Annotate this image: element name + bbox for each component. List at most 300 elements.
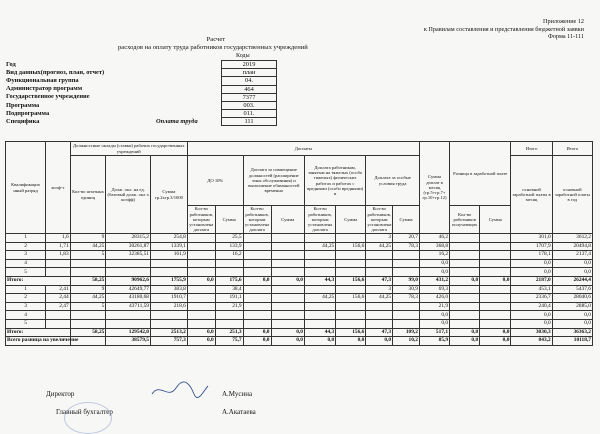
table-cell: 0,0 — [480, 328, 511, 337]
table-cell: 47,3 — [366, 328, 393, 337]
meta-value: 003. — [221, 101, 277, 109]
table-cell — [366, 259, 393, 268]
table-cell — [271, 294, 304, 303]
director-name: А.Мусина — [222, 390, 253, 398]
table-cell: 301,0 — [511, 234, 552, 243]
table-cell — [243, 311, 271, 320]
table-cell — [480, 294, 511, 303]
table-cell: 5437,6 — [552, 285, 592, 294]
table-cell — [271, 242, 304, 251]
table-cell — [243, 259, 271, 268]
meta-value: 2019 — [221, 60, 277, 68]
table-cell — [480, 319, 511, 328]
table-row — [6, 268, 593, 277]
header-coef: коэф-т — [46, 142, 71, 234]
table-cell: 44,25 — [70, 294, 106, 303]
table-cell: Итого: — [6, 276, 71, 285]
table-cell — [304, 259, 335, 268]
table-cell: 156,6 — [336, 328, 366, 337]
table-cell — [304, 285, 335, 294]
meta-row — [6, 101, 306, 109]
table-cell — [450, 311, 480, 320]
table-row — [6, 311, 593, 320]
table-cell: 426,0 — [419, 294, 449, 303]
table-cell: 1,71 — [46, 242, 71, 251]
table-cell: 1,83 — [46, 251, 71, 260]
meta-row — [6, 93, 306, 101]
table-cell — [46, 268, 71, 277]
header-sum: Сумма гр.2хгр.3/1000 — [151, 156, 188, 234]
table-cell: 5 — [70, 251, 106, 260]
table-cell — [187, 242, 215, 251]
table-cell — [393, 302, 420, 311]
table-cell — [271, 311, 304, 320]
table-cell: 2513,2 — [151, 328, 188, 337]
meta-value: план — [221, 68, 277, 76]
header-heavy-people: Кол-во работников, которым установлена доплата — [304, 206, 335, 234]
table-cell: 26244,4 — [552, 276, 592, 285]
meta-label: Программа — [6, 101, 40, 109]
table-cell: 191,1 — [215, 294, 243, 303]
table-cell: 0,0 — [552, 311, 592, 320]
table-cell: 43711,59 — [106, 302, 151, 311]
table-cell: 58,25 — [70, 328, 106, 337]
table-cell: 0,0 — [304, 337, 335, 346]
table-cell: 2336,7 — [511, 294, 552, 303]
table-cell: 0,0 — [366, 337, 393, 346]
table-cell — [271, 319, 304, 328]
table-cell — [243, 242, 271, 251]
table-cell — [243, 319, 271, 328]
table-cell: 3612,2 — [552, 234, 592, 243]
table-cell: 218,6 — [151, 302, 188, 311]
header-total-2: Итого — [552, 142, 592, 156]
title-line-2: расходов на оплату труда работников государственных учреждений — [118, 44, 308, 51]
table-cell: 129542,0 — [106, 328, 151, 337]
table-cell: 0,0 — [552, 268, 592, 277]
table-cell: 0,0 — [552, 319, 592, 328]
table-cell: 99,0 — [393, 276, 420, 285]
table-cell: 21,9 — [419, 302, 449, 311]
table-cell: 0,0 — [336, 337, 366, 346]
table-cell: 0,0 — [419, 311, 449, 320]
table-cell: 3 — [6, 302, 46, 311]
header-combo-amount: Сумма — [271, 206, 304, 234]
header-total: Итого — [511, 142, 552, 156]
table-cell — [450, 234, 480, 243]
table-cell: 78,3 — [393, 242, 420, 251]
table-cell — [450, 319, 480, 328]
table-cell: 1 — [6, 285, 46, 294]
table-cell — [480, 259, 511, 268]
table-row — [6, 302, 593, 311]
table-row — [6, 285, 593, 294]
table-cell: 0,0 — [450, 328, 480, 337]
table-cell — [271, 259, 304, 268]
table-cell: 4 — [6, 311, 46, 320]
table-cell: 383,8 — [151, 285, 188, 294]
table-cell: 44,25 — [366, 294, 393, 303]
table-cell: 0,0 — [511, 259, 552, 268]
table-cell — [271, 251, 304, 260]
table-cell: 0,0 — [511, 311, 552, 320]
header-diff-people: Кол-во работников получающих — [450, 206, 480, 234]
table-cell: 30261,87 — [106, 242, 151, 251]
meta-row — [6, 60, 306, 68]
table-cell: 2885,0 — [552, 302, 592, 311]
table-cell — [243, 302, 271, 311]
table-cell: 1339,1 — [151, 242, 188, 251]
table-cell — [336, 285, 366, 294]
table-cell — [187, 259, 215, 268]
table-cell: 5 — [70, 302, 106, 311]
table-cell: 0,0 — [511, 319, 552, 328]
table-cell: 453,1 — [511, 285, 552, 294]
table-cell — [46, 319, 71, 328]
meta-label: Администратор программ — [6, 85, 83, 93]
table-cell — [336, 319, 366, 328]
table-cell: 20494,8 — [552, 242, 592, 251]
table-cell — [70, 311, 106, 320]
table-cell: 0,0 — [480, 276, 511, 285]
table-cell — [366, 319, 393, 328]
table-cell: 161,9 — [151, 251, 188, 260]
table-cell — [393, 251, 420, 260]
meta-value: 464 — [221, 85, 277, 93]
table-cell — [393, 259, 420, 268]
table-row — [6, 251, 593, 260]
table-row — [6, 242, 593, 251]
table-cell: 3 — [366, 285, 393, 294]
codes-label: Коды — [236, 53, 250, 59]
header-count: Кол-во штатных единиц — [70, 156, 106, 234]
table-cell: 0,0 — [187, 337, 215, 346]
header-base-pay: основной заработной платы в месяц — [511, 156, 552, 234]
table-cell: 20,7 — [393, 234, 420, 243]
header-salaries: Должностные оклады (ставки) рабочих государственных учреждений — [70, 142, 187, 156]
table-cell — [151, 268, 188, 277]
table-cell: 1,6 — [46, 234, 71, 243]
table-cell — [304, 311, 335, 320]
table-cell: 757,3 — [151, 337, 188, 346]
table-cell: 78,3 — [393, 294, 420, 303]
table-cell — [243, 268, 271, 277]
meta-block — [6, 60, 306, 126]
table-cell: 0,0 — [271, 328, 304, 337]
table-cell — [480, 285, 511, 294]
table-cell — [243, 285, 271, 294]
table-cell: 44,25 — [304, 294, 335, 303]
header-base-year: основной заработной платы в год — [552, 156, 592, 234]
table-cell: 3030,3 — [511, 328, 552, 337]
appendix-number: Приложение 12 — [543, 18, 584, 25]
table-cell: 0,0 — [243, 328, 271, 337]
meta-row — [6, 85, 306, 93]
table-row — [6, 259, 593, 268]
table-cell: 1707,9 — [511, 242, 552, 251]
table-cell — [450, 268, 480, 277]
header-combo-people: Кол-во работников, которым установлена доплата — [245, 206, 270, 233]
table-cell — [450, 242, 480, 251]
table-cell — [46, 311, 71, 320]
table-cell: 5 — [6, 268, 46, 277]
table-cell: 0,0 — [187, 276, 215, 285]
total-row — [6, 328, 593, 337]
table-cell — [151, 319, 188, 328]
table-cell — [450, 259, 480, 268]
table-cell — [271, 302, 304, 311]
table-cell — [336, 234, 366, 243]
table-cell — [336, 268, 366, 277]
document-title — [118, 36, 308, 52]
header-total-month: Сумма доплат в месяц (гр.5+гр.7+ гр.10+гр.12) — [419, 142, 449, 234]
table-cell: 0,0 — [450, 276, 480, 285]
header-diff-amount: Сумма — [480, 206, 511, 234]
table-cell: 32385,51 — [106, 251, 151, 260]
table-cell: 2 — [6, 294, 46, 303]
header-allowances: Доплаты — [187, 142, 419, 156]
header-do10: ДО 10% — [187, 156, 243, 206]
table-cell: 175,6 — [215, 276, 243, 285]
table-cell — [393, 311, 420, 320]
table-cell — [215, 311, 243, 320]
table-cell: 0,0 — [187, 328, 215, 337]
table-cell — [450, 302, 480, 311]
stamp-seal — [64, 402, 112, 434]
table-cell: 30,9 — [393, 285, 420, 294]
meta-row — [6, 117, 306, 125]
table-cell — [106, 268, 151, 277]
table-cell: 38579,5 — [106, 337, 151, 346]
table-cell: 90962,6 — [106, 276, 151, 285]
header-combo: Доплата за совмещение должностей (расширение зоны обслуживания) и выполнение обязанностей временно — [243, 156, 304, 206]
table-cell: 10,2 — [393, 337, 420, 346]
table-cell: 431,2 — [419, 276, 449, 285]
table-cell: 2,47 — [46, 302, 71, 311]
header-diff-wage: Разница в заработной плате — [450, 142, 511, 206]
table-cell: 85,9 — [419, 337, 449, 346]
table-cell — [187, 268, 215, 277]
table-cell: 38,4 — [215, 285, 243, 294]
table-cell: Итого: — [6, 328, 71, 337]
table-cell: 10118,7 — [552, 337, 592, 346]
table-cell: 2,41 — [46, 285, 71, 294]
table-cell: 0,0 — [552, 259, 592, 268]
table-cell — [106, 311, 151, 320]
table-cell — [106, 319, 151, 328]
header-special-people: Кол-во работников, которым установлена доплата — [367, 206, 392, 233]
table-cell — [243, 251, 271, 260]
table-cell — [151, 311, 188, 320]
table-cell: 178,1 — [511, 251, 552, 260]
table-cell: 43180,68 — [106, 294, 151, 303]
table-cell — [271, 268, 304, 277]
table-cell — [46, 259, 71, 268]
table-cell — [215, 268, 243, 277]
header-category: Квалификацио нный разряд — [6, 142, 46, 234]
accountant-label: Главный бухгалтер — [56, 408, 113, 416]
table-cell: 4 — [6, 259, 46, 268]
table-cell: 44,25 — [70, 242, 106, 251]
table-cell: 9 — [70, 285, 106, 294]
total-row — [6, 276, 593, 285]
table-cell: 44,25 — [366, 242, 393, 251]
table-cell: 843,2 — [511, 337, 552, 346]
table-cell — [393, 319, 420, 328]
table-cell: 1910,7 — [151, 294, 188, 303]
table-cell: 21,9 — [215, 302, 243, 311]
table-row — [6, 234, 593, 243]
director-signature — [150, 380, 210, 402]
table-cell: 517,1 — [419, 328, 449, 337]
table-cell: 69,3 — [419, 285, 449, 294]
table-cell: 0,0 — [450, 337, 480, 346]
table-cell: 0,0 — [419, 319, 449, 328]
meta-extra: Оплата труда — [156, 117, 198, 125]
header-special-amount: Сумма — [393, 206, 420, 234]
table-cell: 46,2 — [419, 234, 449, 243]
header-heavy-amount: Сумма — [336, 206, 366, 234]
table-cell — [187, 294, 215, 303]
table-cell — [336, 311, 366, 320]
table-cell: 156,6 — [336, 242, 366, 251]
table-cell — [187, 319, 215, 328]
meta-label: Вид данных(прогноз, план, отчет) — [6, 68, 105, 76]
table-cell: 251,3 — [215, 328, 243, 337]
table-cell — [450, 294, 480, 303]
table-cell: 0,0 — [419, 259, 449, 268]
meta-label: Функциональная группа — [6, 76, 79, 84]
table-cell: 2 — [6, 242, 46, 251]
table-cell: 0,0 — [243, 276, 271, 285]
table-cell — [366, 268, 393, 277]
table-cell — [480, 234, 511, 243]
table-cell: 156,6 — [336, 294, 366, 303]
table-cell — [336, 302, 366, 311]
table-cell: 16,2 — [419, 251, 449, 260]
table-cell — [70, 259, 106, 268]
header-rate: Долж. окл. на ед. (базовый долж. окл х коэфф) — [106, 156, 151, 234]
table-cell — [215, 259, 243, 268]
table-cell — [480, 242, 511, 251]
table-cell: 9 — [70, 234, 106, 243]
table-cell: 2,44 — [46, 294, 71, 303]
grand-total-row — [6, 337, 593, 346]
table-cell — [271, 234, 304, 243]
table-cell: 58,25 — [70, 276, 106, 285]
table-cell — [304, 302, 335, 311]
table-cell: 109,2 — [393, 328, 420, 337]
table-cell — [187, 234, 215, 243]
table-cell — [450, 285, 480, 294]
table-cell: 44,25 — [304, 242, 335, 251]
table-cell: 44,3 — [304, 276, 335, 285]
salary-table — [5, 141, 593, 346]
header-do10-amount: Сумма — [215, 206, 243, 234]
table-cell: 2187,0 — [511, 276, 552, 285]
table-cell: 5 — [6, 319, 46, 328]
table-cell: 368,8 — [419, 242, 449, 251]
title-line-1: Расчет — [206, 36, 226, 43]
table-cell — [243, 294, 271, 303]
table-cell: 3 — [6, 251, 46, 260]
table-cell: 0,0 — [419, 268, 449, 277]
table-cell — [187, 302, 215, 311]
table-cell: 0,0 — [243, 337, 271, 346]
table-cell — [304, 268, 335, 277]
table-cell: 133,9 — [215, 242, 243, 251]
table-cell — [366, 302, 393, 311]
table-cell: 3 — [366, 234, 393, 243]
table-cell: 36363,2 — [552, 328, 592, 337]
meta-value: 011. — [221, 109, 277, 117]
table-cell: 44,3 — [304, 328, 335, 337]
table-cell — [70, 319, 106, 328]
table-cell: 75,7 — [215, 337, 243, 346]
table-cell — [243, 234, 271, 243]
table-row — [6, 319, 593, 328]
table-cell — [187, 251, 215, 260]
table-cell — [304, 234, 335, 243]
appendix-rules: к Правилам составления и представления бюджетной заявки — [423, 25, 584, 33]
table-cell — [480, 251, 511, 260]
table-cell: 42649,77 — [106, 285, 151, 294]
table-cell — [393, 268, 420, 277]
table-cell: 0,0 — [511, 268, 552, 277]
table-cell: 28315,2 — [106, 234, 151, 243]
table-cell — [450, 251, 480, 260]
header-do10-people: Кол-во работников, которым установлена доплата — [189, 206, 214, 233]
meta-label: Год — [6, 60, 16, 68]
director-label: Директор — [46, 390, 75, 398]
header-special: Доплата за особые условия труда — [366, 156, 420, 206]
table-cell: 0,0 — [480, 337, 511, 346]
table-cell: 16,2 — [215, 251, 243, 260]
table-cell: 0,0 — [271, 276, 304, 285]
table-cell — [70, 268, 106, 277]
table-cell: 28040,6 — [552, 294, 592, 303]
table-cell — [480, 302, 511, 311]
table-cell: Всего разница на увеличение — [7, 337, 79, 344]
appendix-header — [424, 18, 584, 41]
form-number: Форма 11-111 — [548, 33, 584, 40]
table-cell — [480, 311, 511, 320]
table-cell: 1755,9 — [151, 276, 188, 285]
table-cell: 254,8 — [151, 234, 188, 243]
table-row — [6, 294, 593, 303]
meta-row — [6, 76, 306, 84]
table-cell — [271, 285, 304, 294]
meta-value: 7377 — [221, 93, 277, 101]
table-cell — [187, 311, 215, 320]
table-cell: 0,0 — [271, 337, 304, 346]
table-cell: 47,3 — [366, 276, 393, 285]
accountant-name: А.Акатаева — [222, 408, 256, 416]
meta-value: 04. — [221, 76, 277, 84]
table-cell — [480, 268, 511, 277]
table-cell: 156,6 — [336, 276, 366, 285]
table-cell — [336, 259, 366, 268]
header-heavy: Доплата работникам, занятым на тяжелых (особо тяжелых) физических работах и работах с вредными (особо вредными) и — [304, 156, 365, 206]
table-cell — [336, 251, 366, 260]
table-cell — [366, 251, 393, 260]
table-cell: 25,5 — [215, 234, 243, 243]
table-cell: 1 — [6, 234, 46, 243]
meta-label: Государственное учреждение — [6, 93, 90, 101]
table-cell — [106, 259, 151, 268]
table-cell — [187, 285, 215, 294]
meta-label: Спецификa — [6, 117, 40, 125]
